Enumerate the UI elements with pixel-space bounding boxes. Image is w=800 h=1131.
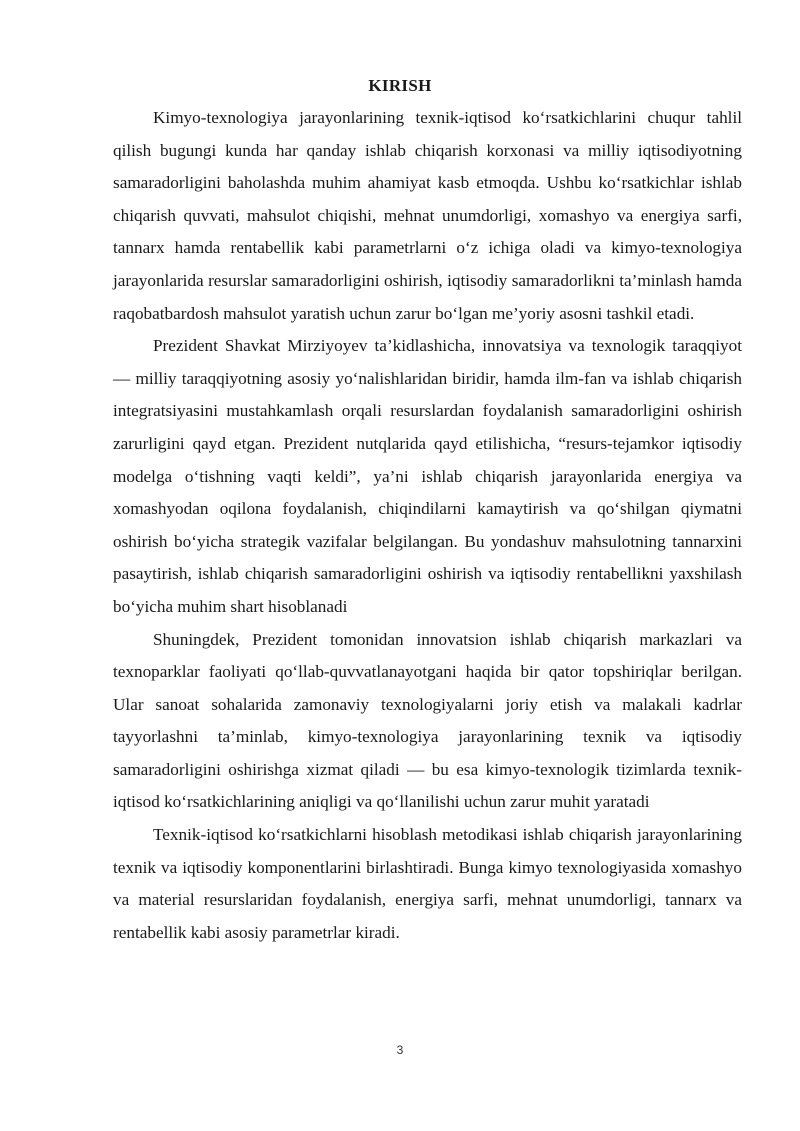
page-number: 3 xyxy=(396,1043,404,1057)
body-text xyxy=(113,102,742,949)
section-title: KIRISH xyxy=(368,76,432,95)
paragraph-2: Prezident Shavkat Mirziyoyev ta’kidlashicha, innovatsiya va texnologik taraqqiyot — milliy taraqqiyotning asosiy yo‘nalishlaridan biridir, hamda ilm-fan va ishlab chiqarish integratsiyasini mustahkamlash orqali resurslardan foydalanish samaradorligini oshirish zarurligini qayd etgan. Prezident nutqlarida qayd etilishicha, “resurs-tejamkor iqtisodiy modelga o‘tishning vaqti keldi”, ya’ni ishlab chiqarish jarayonlarida energiya va xomashyodan oqilona foydalanish, chiqindilarni kamaytirish va qo‘shilgan qiymatni oshirish bo‘yicha strategik vazifalar belgilangan. Bu yondashuv mahsulotning tannarxini pasaytirish, ishlab chiqarish samaradorligini oshirish va iqtisodiy rentabellikni yaxshilash bo‘yicha muhim shart hisoblanadi xyxy=(113,336,742,616)
paragraph-3: Shuningdek, Prezident tomonidan innovatsion ishlab chiqarish markazlari va texnoparklar faoliyati qo‘llab-quvvatlanayotgani haqida bir qator topshiriqlar berilgan. Ular sanoat sohalarida zamonaviy texnologiyalarni joriy etish va malakali kadrlar tayyorlashni ta’minlab, kimyo-texnologiya jarayonlarining texnik va iqtisodiy samaradorligini oshirishga xizmat qiladi — bu esa kimyo-texnologik tizimlarda texnik-iqtisod ko‘rsatkichlarining aniqligi va qo‘llanilishi uchun zarur muhit yaratadi xyxy=(113,629,742,812)
paragraph-1: Kimyo-texnologiya jarayonlarining texnik-iqtisod ko‘rsatkichlarini chuqur tahlil qilish bugungi kunda har qanday ishlab chiqarish korxonasi va milliy iqtisodiyotning samaradorligini baholashda muhim ahamiyat kasb etmoqda. Ushbu ko‘rsatkichlar ishlab chiqarish quvvati, mahsulot chiqishi, mehnat unumdorligi, xomashyo va energiya sarfi, tannarx hamda rentabellik kabi parametrlarni o‘z ichiga oladi va kimyo-texnologiya jarayonlarida resurslar samaradorligini oshirish, iqtisodiy samaradorlikni ta’minlash hamda raqobatbardosh mahsulot yaratish uchun zarur bo‘lgan me’yoriy asosni tashkil etadi. xyxy=(113,108,742,323)
paragraph-4: Texnik-iqtisod ko‘rsatkichlarni hisoblash metodikasi ishlab chiqarish jarayonlarining texnik va iqtisodiy komponentlarini birlashtiradi. Bunga kimyo texnologiyasida xomashyo va material resurslaridan foydalanish, energiya sarfi, mehnat unumdorligi, tannarx va rentabellik kabi asosiy parametrlar kiradi. xyxy=(113,825,742,942)
